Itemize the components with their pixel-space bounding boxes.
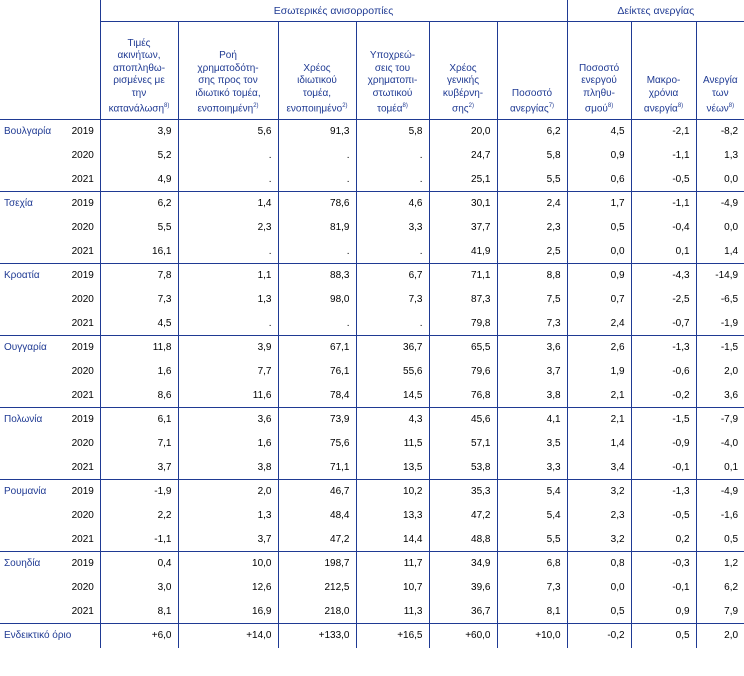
value-cell: . xyxy=(178,240,278,264)
year-cell: 2019 xyxy=(66,264,100,288)
value-cell: -1,1 xyxy=(100,528,178,552)
value-cell: 14,4 xyxy=(356,528,429,552)
column-header-label: Υποχρεώ- σεις του χρηματοπι- στωτικού τομέα xyxy=(367,50,418,115)
country-name: Ρουμανία xyxy=(0,480,66,504)
value-cell: 0,8 xyxy=(567,552,631,576)
value-cell: 1,4 xyxy=(178,192,278,216)
value-cell: 2,4 xyxy=(497,192,567,216)
value-cell: 4,5 xyxy=(567,120,631,144)
value-cell: 5,8 xyxy=(497,144,567,168)
value-cell: 2,2 xyxy=(100,504,178,528)
value-cell: 2,3 xyxy=(567,504,631,528)
value-cell: 8,1 xyxy=(100,600,178,624)
value-cell: 88,3 xyxy=(278,264,356,288)
value-cell: -6,5 xyxy=(696,288,744,312)
year-cell: 2021 xyxy=(71,389,94,401)
year-cell: 2020 xyxy=(71,510,94,521)
threshold-value-cell: +14,0 xyxy=(178,624,278,648)
value-cell: 7,3 xyxy=(497,576,567,600)
year-cell: 2021 xyxy=(71,605,94,617)
threshold-value-cell: +133,0 xyxy=(278,624,356,648)
value-cell: 65,5 xyxy=(429,336,497,360)
column-header-footnote: 2) xyxy=(468,103,474,110)
value-cell: 1,6 xyxy=(178,432,278,456)
value-cell: 3,3 xyxy=(497,456,567,480)
value-cell: 57,1 xyxy=(429,432,497,456)
value-cell: 5,4 xyxy=(497,480,567,504)
threshold-value-cell: -0,2 xyxy=(567,624,631,648)
table-row xyxy=(0,360,744,384)
value-cell: 5,5 xyxy=(100,216,178,240)
value-cell: 0,1 xyxy=(631,240,696,264)
value-cell: 1,9 xyxy=(567,360,631,384)
value-cell: 6,1 xyxy=(100,408,178,432)
country-name xyxy=(0,432,66,456)
column-header-footnote: 8) xyxy=(402,103,408,110)
year-cell: 2021 xyxy=(71,533,94,545)
country-name xyxy=(0,504,66,528)
value-cell: . xyxy=(356,312,429,336)
country-name: Ουγγαρία xyxy=(0,336,66,360)
value-cell: 212,5 xyxy=(278,576,356,600)
value-cell: -1,6 xyxy=(696,504,744,528)
value-cell: 53,8 xyxy=(429,456,497,480)
value-cell: 3,3 xyxy=(356,216,429,240)
column-header-7 xyxy=(567,22,631,120)
country-name: Τσεχία xyxy=(0,192,66,216)
value-cell: 2,3 xyxy=(178,216,278,240)
value-cell: 0,0 xyxy=(696,168,744,192)
value-cell: 39,6 xyxy=(429,576,497,600)
value-cell: 0,6 xyxy=(567,168,631,192)
year-cell: 2019 xyxy=(66,336,100,360)
value-cell: 4,3 xyxy=(356,408,429,432)
value-cell: -0,2 xyxy=(631,384,696,408)
group-header-unemployment: Δείκτες ανεργίας xyxy=(567,0,744,22)
corner-cell xyxy=(0,0,100,22)
column-header-6 xyxy=(497,22,567,120)
value-cell: -0,5 xyxy=(631,504,696,528)
table-row xyxy=(0,552,744,576)
threshold-value-cell: +10,0 xyxy=(497,624,567,648)
value-cell: 7,3 xyxy=(497,312,567,336)
value-cell: 0,0 xyxy=(567,240,631,264)
value-cell: 0,4 xyxy=(100,552,178,576)
value-cell: 3,6 xyxy=(178,408,278,432)
value-cell: 0,7 xyxy=(567,288,631,312)
value-cell: 4,6 xyxy=(356,192,429,216)
value-cell: 0,5 xyxy=(696,528,744,552)
value-cell: 1,3 xyxy=(178,504,278,528)
country-name: Πολωνία xyxy=(0,408,66,432)
value-cell: 3,7 xyxy=(100,456,178,480)
value-cell: -14,9 xyxy=(696,264,744,288)
value-cell: -4,0 xyxy=(696,432,744,456)
value-cell: 3,2 xyxy=(567,528,631,552)
corner-cell-lower xyxy=(0,22,100,120)
threshold-value-cell: +16,5 xyxy=(356,624,429,648)
value-cell: 6,2 xyxy=(696,576,744,600)
value-cell: 78,4 xyxy=(278,384,356,408)
threshold-value-cell: +60,0 xyxy=(429,624,497,648)
value-cell: 0,5 xyxy=(567,216,631,240)
value-cell: -4,9 xyxy=(696,192,744,216)
country-name xyxy=(0,240,66,264)
value-cell: 6,2 xyxy=(497,120,567,144)
country-name xyxy=(0,144,66,168)
column-header-footnote: 8) xyxy=(164,103,170,110)
threshold-value-cell: 2,0 xyxy=(696,624,744,648)
value-cell: 48,4 xyxy=(278,504,356,528)
value-cell: 0,9 xyxy=(631,600,696,624)
column-header-label: Ποσοστό ενεργού πληθυ- σμού xyxy=(578,62,620,115)
value-cell: 78,6 xyxy=(278,192,356,216)
value-cell: 11,8 xyxy=(100,336,178,360)
table-row xyxy=(0,528,744,552)
column-header-footnote: 7) xyxy=(548,103,555,110)
country-name xyxy=(0,168,66,192)
country-name xyxy=(0,384,66,408)
value-cell: 91,3 xyxy=(278,120,356,144)
value-cell: 0,5 xyxy=(567,600,631,624)
value-cell: 0,0 xyxy=(696,216,744,240)
value-cell: 47,2 xyxy=(278,528,356,552)
value-cell: 6,8 xyxy=(497,552,567,576)
year-cell: 2020 xyxy=(71,294,94,305)
reference-threshold-row xyxy=(0,624,744,648)
country-name xyxy=(0,576,66,600)
value-cell: 20,0 xyxy=(429,120,497,144)
year-cell: 2019 xyxy=(66,408,100,432)
threshold-value-cell: +6,0 xyxy=(100,624,178,648)
value-cell: 3,7 xyxy=(497,360,567,384)
value-cell: 4,1 xyxy=(497,408,567,432)
column-header-label: Ανεργία των νέων xyxy=(702,75,738,115)
value-cell: -1,5 xyxy=(631,408,696,432)
column-header-footnote: 8) xyxy=(677,103,684,110)
value-cell: -0,5 xyxy=(631,168,696,192)
value-cell: 67,1 xyxy=(278,336,356,360)
value-cell: 16,1 xyxy=(100,240,178,264)
table-row xyxy=(0,432,744,456)
value-cell: -1,1 xyxy=(631,192,696,216)
year-cell: 2020 xyxy=(71,366,94,377)
value-cell: 2,1 xyxy=(567,384,631,408)
year-cell: 2021 xyxy=(71,317,94,329)
value-cell: 3,5 xyxy=(497,432,567,456)
value-cell: -1,9 xyxy=(696,312,744,336)
year-cell: 2020 xyxy=(71,222,94,233)
value-cell: . xyxy=(278,168,356,192)
year-cell: 2020 xyxy=(71,438,94,449)
value-cell: 45,6 xyxy=(429,408,497,432)
value-cell: 79,8 xyxy=(429,312,497,336)
table-row xyxy=(0,600,744,624)
country-name: Βουλγαρία xyxy=(0,120,66,144)
year-cell: 2019 xyxy=(66,552,100,576)
column-header-3 xyxy=(278,22,356,120)
value-cell: 1,3 xyxy=(178,288,278,312)
column-header-footnote: 2) xyxy=(342,103,348,110)
value-cell: 8,6 xyxy=(100,384,178,408)
value-cell: 4,9 xyxy=(100,168,178,192)
year-cell: 2020 xyxy=(71,150,94,161)
value-cell: 10,7 xyxy=(356,576,429,600)
value-cell: 13,5 xyxy=(356,456,429,480)
value-cell: 2,6 xyxy=(567,336,631,360)
value-cell: 7,5 xyxy=(497,288,567,312)
value-cell: . xyxy=(278,144,356,168)
value-cell: 11,3 xyxy=(356,600,429,624)
value-cell: . xyxy=(178,144,278,168)
column-header-9 xyxy=(696,22,744,120)
value-cell: 75,6 xyxy=(278,432,356,456)
value-cell: 36,7 xyxy=(429,600,497,624)
value-cell: 10,0 xyxy=(178,552,278,576)
value-cell: 1,1 xyxy=(178,264,278,288)
value-cell: 16,9 xyxy=(178,600,278,624)
year-cell: 2019 xyxy=(66,480,100,504)
value-cell: -0,3 xyxy=(631,552,696,576)
reference-threshold-label: Ενδεικτικό όριο xyxy=(0,624,100,648)
value-cell: 3,6 xyxy=(696,384,744,408)
value-cell: 25,1 xyxy=(429,168,497,192)
column-header-8 xyxy=(631,22,696,120)
value-cell: 1,3 xyxy=(696,144,744,168)
country-name xyxy=(0,456,66,480)
value-cell: 6,2 xyxy=(100,192,178,216)
table-row xyxy=(0,216,744,240)
value-cell: 1,4 xyxy=(696,240,744,264)
column-header-label: Μακρο- χρόνια ανεργία xyxy=(643,75,681,115)
value-cell: 36,7 xyxy=(356,336,429,360)
value-cell: -1,1 xyxy=(631,144,696,168)
column-header-label: Τιμές ακινήτων, αποπληθω- ρισμένες με την κατανάλωση xyxy=(108,37,166,115)
year-cell: 2019 xyxy=(66,192,100,216)
value-cell: 71,1 xyxy=(278,456,356,480)
value-cell: 34,9 xyxy=(429,552,497,576)
value-cell: 2,0 xyxy=(178,480,278,504)
column-header-label: Ροή χρηματοδότη- σης προς τον ιδιωτικό τομέα, ενοποιημένη xyxy=(195,50,261,115)
table-row xyxy=(0,504,744,528)
column-header-label: Χρέος γενικής κυβέρνη- σης xyxy=(442,62,484,115)
value-cell: 5,4 xyxy=(497,504,567,528)
value-cell: . xyxy=(278,240,356,264)
table-row xyxy=(0,336,744,360)
value-cell: 8,1 xyxy=(497,600,567,624)
value-cell: 11,7 xyxy=(356,552,429,576)
value-cell: 3,8 xyxy=(178,456,278,480)
value-cell: 35,3 xyxy=(429,480,497,504)
value-cell: 1,6 xyxy=(100,360,178,384)
table-row xyxy=(0,192,744,216)
table-row xyxy=(0,264,744,288)
country-name xyxy=(0,360,66,384)
value-cell: -8,2 xyxy=(696,120,744,144)
value-cell: 1,2 xyxy=(696,552,744,576)
value-cell: 11,5 xyxy=(356,432,429,456)
value-cell: 24,7 xyxy=(429,144,497,168)
value-cell: 14,5 xyxy=(356,384,429,408)
value-cell: 7,3 xyxy=(100,288,178,312)
value-cell: 47,2 xyxy=(429,504,497,528)
value-cell: . xyxy=(278,312,356,336)
value-cell: -4,9 xyxy=(696,480,744,504)
value-cell: 30,1 xyxy=(429,192,497,216)
value-cell: -0,7 xyxy=(631,312,696,336)
value-cell: 7,7 xyxy=(178,360,278,384)
value-cell: . xyxy=(178,168,278,192)
year-cell: 2021 xyxy=(71,245,94,257)
value-cell: 3,9 xyxy=(178,336,278,360)
column-header-4 xyxy=(356,22,429,120)
value-cell: 98,0 xyxy=(278,288,356,312)
value-cell: 7,8 xyxy=(100,264,178,288)
column-header-footnote: 2) xyxy=(253,103,259,110)
value-cell: 3,8 xyxy=(497,384,567,408)
value-cell: 6,7 xyxy=(356,264,429,288)
value-cell: -2,1 xyxy=(631,120,696,144)
value-cell: 87,3 xyxy=(429,288,497,312)
country-name xyxy=(0,216,66,240)
value-cell: 5,6 xyxy=(178,120,278,144)
column-header-label: Χρέος ιδιωτικού τομέα, ενοποιημένο xyxy=(286,62,343,115)
value-cell: 0,9 xyxy=(567,264,631,288)
column-header-1 xyxy=(100,22,178,120)
table-row xyxy=(0,576,744,600)
value-cell: 0,2 xyxy=(631,528,696,552)
value-cell: 5,8 xyxy=(356,120,429,144)
table-row xyxy=(0,120,744,144)
value-cell: 0,9 xyxy=(567,144,631,168)
value-cell: 81,9 xyxy=(278,216,356,240)
value-cell: 2,0 xyxy=(696,360,744,384)
value-cell: 41,9 xyxy=(429,240,497,264)
value-cell: 48,8 xyxy=(429,528,497,552)
value-cell: 7,9 xyxy=(696,600,744,624)
value-cell: -1,3 xyxy=(631,480,696,504)
year-cell: 2020 xyxy=(71,582,94,593)
value-cell: 0,1 xyxy=(696,456,744,480)
year-cell: 2021 xyxy=(71,461,94,473)
value-cell: 13,3 xyxy=(356,504,429,528)
value-cell: 2,3 xyxy=(497,216,567,240)
value-cell: 218,0 xyxy=(278,600,356,624)
year-cell: 2021 xyxy=(71,173,94,185)
table-row xyxy=(0,312,744,336)
value-cell: 76,1 xyxy=(278,360,356,384)
column-header-2 xyxy=(178,22,278,120)
value-cell: 0,0 xyxy=(567,576,631,600)
value-cell: -7,9 xyxy=(696,408,744,432)
value-cell: 2,4 xyxy=(567,312,631,336)
value-cell: 12,6 xyxy=(178,576,278,600)
value-cell: -1,9 xyxy=(100,480,178,504)
table-row xyxy=(0,456,744,480)
threshold-value-cell: 0,5 xyxy=(631,624,696,648)
value-cell: 3,0 xyxy=(100,576,178,600)
value-cell: 2,1 xyxy=(567,408,631,432)
value-cell: 46,7 xyxy=(278,480,356,504)
column-header-label: Ποσοστό ανεργίας xyxy=(509,87,553,115)
value-cell: 73,9 xyxy=(278,408,356,432)
value-cell: 10,2 xyxy=(356,480,429,504)
value-cell: 1,4 xyxy=(567,432,631,456)
value-cell: 11,6 xyxy=(178,384,278,408)
table-row xyxy=(0,288,744,312)
value-cell: 3,7 xyxy=(178,528,278,552)
country-name: Σουηδία xyxy=(0,552,66,576)
table-row xyxy=(0,480,744,504)
value-cell: -1,5 xyxy=(696,336,744,360)
value-cell: -1,3 xyxy=(631,336,696,360)
table-row xyxy=(0,168,744,192)
year-cell: 2019 xyxy=(66,120,100,144)
value-cell: 3,6 xyxy=(497,336,567,360)
value-cell: 5,5 xyxy=(497,528,567,552)
value-cell: -0,1 xyxy=(631,456,696,480)
table-row xyxy=(0,240,744,264)
value-cell: 76,8 xyxy=(429,384,497,408)
value-cell: -4,3 xyxy=(631,264,696,288)
value-cell: -0,9 xyxy=(631,432,696,456)
table-row xyxy=(0,408,744,432)
value-cell: 198,7 xyxy=(278,552,356,576)
country-name xyxy=(0,528,66,552)
value-cell: 7,1 xyxy=(100,432,178,456)
value-cell: 7,3 xyxy=(356,288,429,312)
value-cell: . xyxy=(356,168,429,192)
country-name xyxy=(0,288,66,312)
value-cell: . xyxy=(356,240,429,264)
value-cell: 3,2 xyxy=(567,480,631,504)
value-cell: 79,6 xyxy=(429,360,497,384)
value-cell: -0,4 xyxy=(631,216,696,240)
country-name xyxy=(0,312,66,336)
value-cell: 3,4 xyxy=(567,456,631,480)
value-cell: 55,6 xyxy=(356,360,429,384)
value-cell: -0,1 xyxy=(631,576,696,600)
value-cell: 5,2 xyxy=(100,144,178,168)
table-row xyxy=(0,144,744,168)
value-cell: 5,5 xyxy=(497,168,567,192)
value-cell: 8,8 xyxy=(497,264,567,288)
table-row xyxy=(0,384,744,408)
group-header-internal: Εσωτερικές ανισορροπίες xyxy=(100,0,567,22)
value-cell: 3,9 xyxy=(100,120,178,144)
value-cell: 71,1 xyxy=(429,264,497,288)
column-header-footnote: 8) xyxy=(728,103,735,110)
country-name: Κροατία xyxy=(0,264,66,288)
value-cell: 1,7 xyxy=(567,192,631,216)
value-cell: . xyxy=(178,312,278,336)
value-cell: -0,6 xyxy=(631,360,696,384)
value-cell: 37,7 xyxy=(429,216,497,240)
value-cell: -2,5 xyxy=(631,288,696,312)
value-cell: 4,5 xyxy=(100,312,178,336)
column-header-footnote: 8) xyxy=(607,103,614,110)
country-name xyxy=(0,600,66,624)
value-cell: 2,5 xyxy=(497,240,567,264)
value-cell: . xyxy=(356,144,429,168)
column-header-5 xyxy=(429,22,497,120)
